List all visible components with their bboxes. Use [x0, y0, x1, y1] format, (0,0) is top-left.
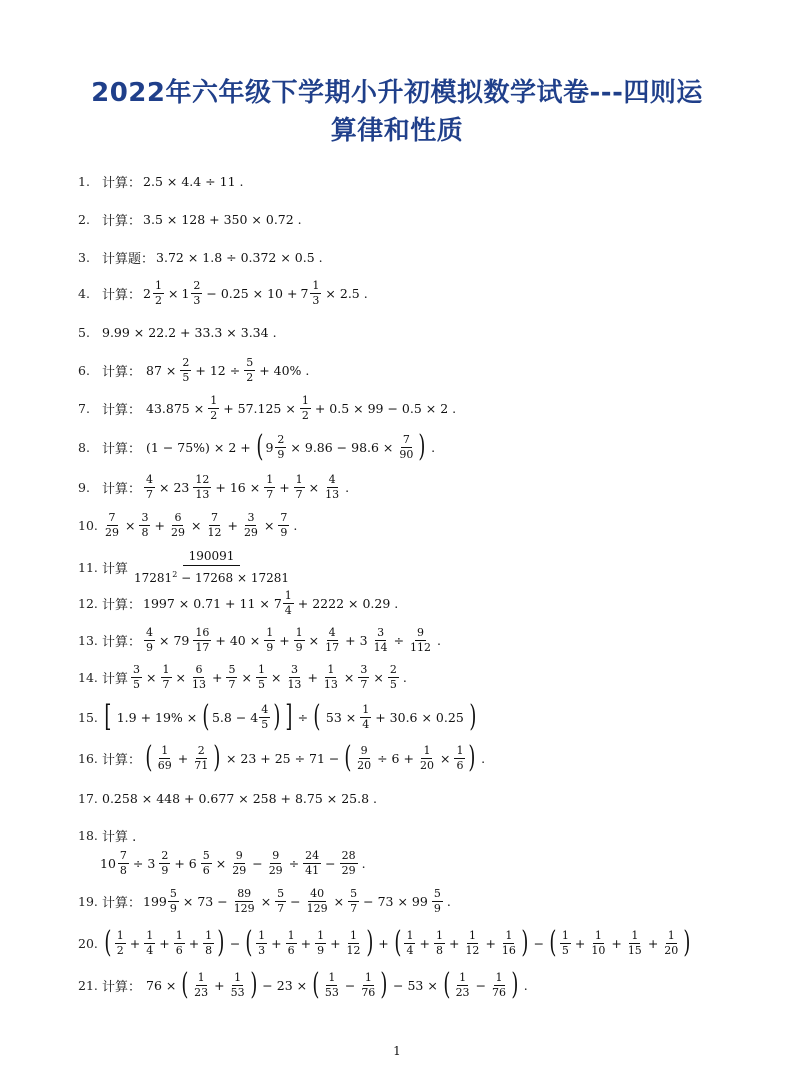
problem-15: 15. [ 1.9 + 19% × ( 5.8 − 4 $\frac{4}{5}$ ) ] ÷ ( 53 × $\frac{1}{4}$ + 30.6 × 0.25 ) [78, 699, 477, 734]
title-line-2: 算律和性质 [330, 116, 464, 146]
operator: + [330, 935, 341, 951]
fraction: $\frac{1}{4}$ [146, 928, 154, 957]
problem-7: 7. 计算： 43.875 × $\frac{1}{2}$ + 57.125 × $\frac{1}{2}$ + 0.5 × 99 − 0.5 × 2 . [78, 394, 457, 422]
fraction: $\frac{1}{6}$ [175, 928, 183, 957]
operator: − [229, 935, 241, 951]
operator: + [159, 935, 170, 951]
problem-16: 16. 计算： ( $\frac{1}{69}$ + $\frac{2}{71}$ ) × 23 + 25 ÷ 71 − ( $\frac{9}{20}$ ÷ 6 + $\frac{1}{20}$ × $\frac{1}{6}$ ) . [78, 740, 486, 775]
left-paren: ( [549, 925, 557, 960]
operator: + [448, 935, 460, 951]
operator: + [611, 935, 622, 951]
fraction: $\frac{1}{8}$ [435, 928, 443, 957]
fraction: $\frac{2}{9}$ [277, 432, 285, 461]
problem-17: 17. 0.258 × 448 + 0.677 × 258 + 8.75 × 25.8 . [78, 791, 377, 806]
title-line-1: 2022年六年级下学期小升初模拟数学试卷---四则运 [91, 78, 703, 108]
operator: + [647, 935, 659, 951]
problem-21: 21. 计算： 76 × ( $\frac{1}{23}$ + $\frac{1}{53}$ ) − 23 × ( $\frac{1}{53}$ − $\frac{1}{76}$ ) − 53 × ( $\frac{1}{23}$ − $\frac{1}{76}$ ) . [78, 967, 528, 1002]
page-title [40, 74, 754, 150]
operator: + [271, 935, 282, 951]
right-paren: ) [521, 925, 529, 960]
left-paren: ( [394, 925, 402, 960]
problem-14: 14. 计算 $\frac{3}{5}$ × $\frac{1}{7}$ × $\frac{6}{13}$ + $\frac{5}{7}$ × $\frac{1}{5}$ × $\frac{3}{13}$ + $\frac{1}{13}$ × $\frac{3}{7}$ × $\frac{2}{5}$ . [78, 663, 407, 691]
fraction: $\frac{1}{2}$ [154, 279, 162, 307]
fraction: $\frac{2}{5}$ [182, 356, 190, 384]
problem-13: 13. 计算： $\frac{4}{9}$ × 79 $\frac{16}{17}$ + 40 × $\frac{1}{9}$ + $\frac{1}{9}$ × $\frac{4}{17}$ + 3 $\frac{3}{14}$ ÷ $\frac{9}{112}$ . [78, 626, 442, 654]
problem-11: 11. 计算 190091 17281$^2$ − 17268 × 17281 [78, 549, 293, 586]
fraction: $\frac{7}{90}$ [399, 432, 414, 461]
fraction: $\frac{1}{15}$ [627, 928, 642, 957]
operator: + [300, 935, 312, 951]
fraction: $\frac{1}{12}$ [346, 928, 361, 957]
fraction: $\frac{1}{12}$ [465, 928, 480, 957]
problem-18-expression: 10 $\frac{7}{8}$ ÷ 3 $\frac{2}{9}$ + 6 $\frac{5}{6}$ × $\frac{9}{29}$ − $\frac{9}{29}$ ÷ $\frac{24}{41}$ − $\frac{28}{29}$ . [100, 849, 366, 877]
right-paren: ) [683, 925, 691, 960]
problem-3: 3. 计算题： 3.72 × 1.8 ÷ 0.372 × 0.5 . [78, 250, 323, 267]
problem-1: 1. 计算： 2.5 × 4.4 ÷ 11 . [78, 174, 244, 191]
problem-4: 4. 计算： 2 $\frac{1}{2}$ × 1 $\frac{2}{3}$ − 0.25 × 10 + 7 $\frac{1}{3}$ × 2.5 . [78, 279, 368, 307]
problem-10: 10. $\frac{7}{29}$ × $\frac{3}{8}$ + $\frac{6}{29}$ × $\frac{7}{12}$ + $\frac{3}{29}$ × $\frac{7}{9}$ . [78, 511, 298, 539]
fraction: 190091 17281$^2$ − 17268 × 17281 [134, 549, 290, 585]
fraction: $\frac{1}{2}$ [116, 928, 124, 957]
fraction: $\frac{1}{8}$ [205, 928, 213, 957]
fraction: $\frac{1}{2}$ [301, 394, 309, 422]
problem-18: 18. 计算 . [78, 828, 137, 845]
fraction: $\frac{1}{4}$ [406, 928, 414, 957]
problem-9: 9. 计算： $\frac{4}{7}$ × 23 $\frac{12}{13}$ + 16 × $\frac{1}{7}$ + $\frac{1}{7}$ × $\frac{4}{13}$ . [78, 473, 350, 501]
operator: + [378, 935, 389, 951]
fraction: $\frac{1}{2}$ [210, 394, 218, 422]
problem-5: 5. 9.99 × 22.2 + 33.3 × 3.34 . [78, 325, 277, 340]
operator: + [485, 935, 496, 951]
problem-2: 2. 计算： 3.5 × 128 + 350 × 0.72 . [78, 212, 302, 229]
fraction: $\frac{1}{3}$ [258, 928, 266, 957]
problem-8: 8. 计算： (1 − 75%) × 2 + ( 9 $\frac{2}{9}$ × 9.86 − 98.6 × $\frac{7}{90}$ ) . [78, 429, 436, 464]
operator: − [533, 935, 545, 951]
left-paren: ( [245, 925, 253, 960]
problem-19: 19. 计算： 199 $\frac{5}{9}$ × 73 − $\frac{89}{129}$ × $\frac{5}{7}$ − $\frac{40}{129}$ × $\frac{5}{7}$ − 73 × 99 $\frac{5}{9}$ . [78, 887, 451, 915]
fraction: $\frac{1}{10}$ [591, 928, 606, 957]
fraction: $\frac{2}{3}$ [193, 279, 201, 307]
page-number: 1 [393, 1044, 401, 1058]
left-paren: ( [104, 925, 112, 960]
operator: + [129, 935, 141, 951]
right-paren: ) [217, 925, 225, 960]
operator: + [419, 935, 430, 951]
problem-20: 20. ( $\frac{1}{2}$ + $\frac{1}{4}$ + $\frac{1}{6}$ + $\frac{1}{8}$ ) − ( $\frac{1}{3}$ + $\frac{1}{6}$ + $\frac{1}{9}$ + $\frac{1}{12}$ ) + ( $\frac{1}{4}$ + $\frac{1}{8}$ + $\frac{1}{12}$ + $\frac{1}{16}$ ) − ( $\frac{1}{5}$ + $\frac{1}{10}$ + $\frac{1}{15}$ + $\frac{1}{20}$ ) [78, 928, 693, 958]
fraction: $\frac{1}{3}$ [312, 279, 320, 307]
fraction: $\frac{5}{2}$ [246, 356, 254, 384]
fraction: $\frac{1}{5}$ [561, 928, 569, 957]
problem-20-expression [102, 925, 693, 960]
fraction: $\frac{1}{16}$ [501, 928, 516, 957]
fraction: $\frac{1}{6}$ [287, 928, 295, 957]
right-paren: ) [365, 925, 373, 960]
fraction: $\frac{1}{20}$ [664, 928, 679, 957]
fraction: $\frac{1}{9}$ [317, 928, 325, 957]
problem-12: 12. 计算： 1997 × 0.71 + 11 × 7 $\frac{1}{4}$ + 2222 × 0.29 . [78, 589, 399, 617]
problem-6: 6. 计算： 87 × $\frac{2}{5}$ + 12 ÷ $\frac{5}{2}$ + 40% . [78, 356, 310, 384]
operator: + [188, 935, 200, 951]
operator: + [574, 935, 586, 951]
